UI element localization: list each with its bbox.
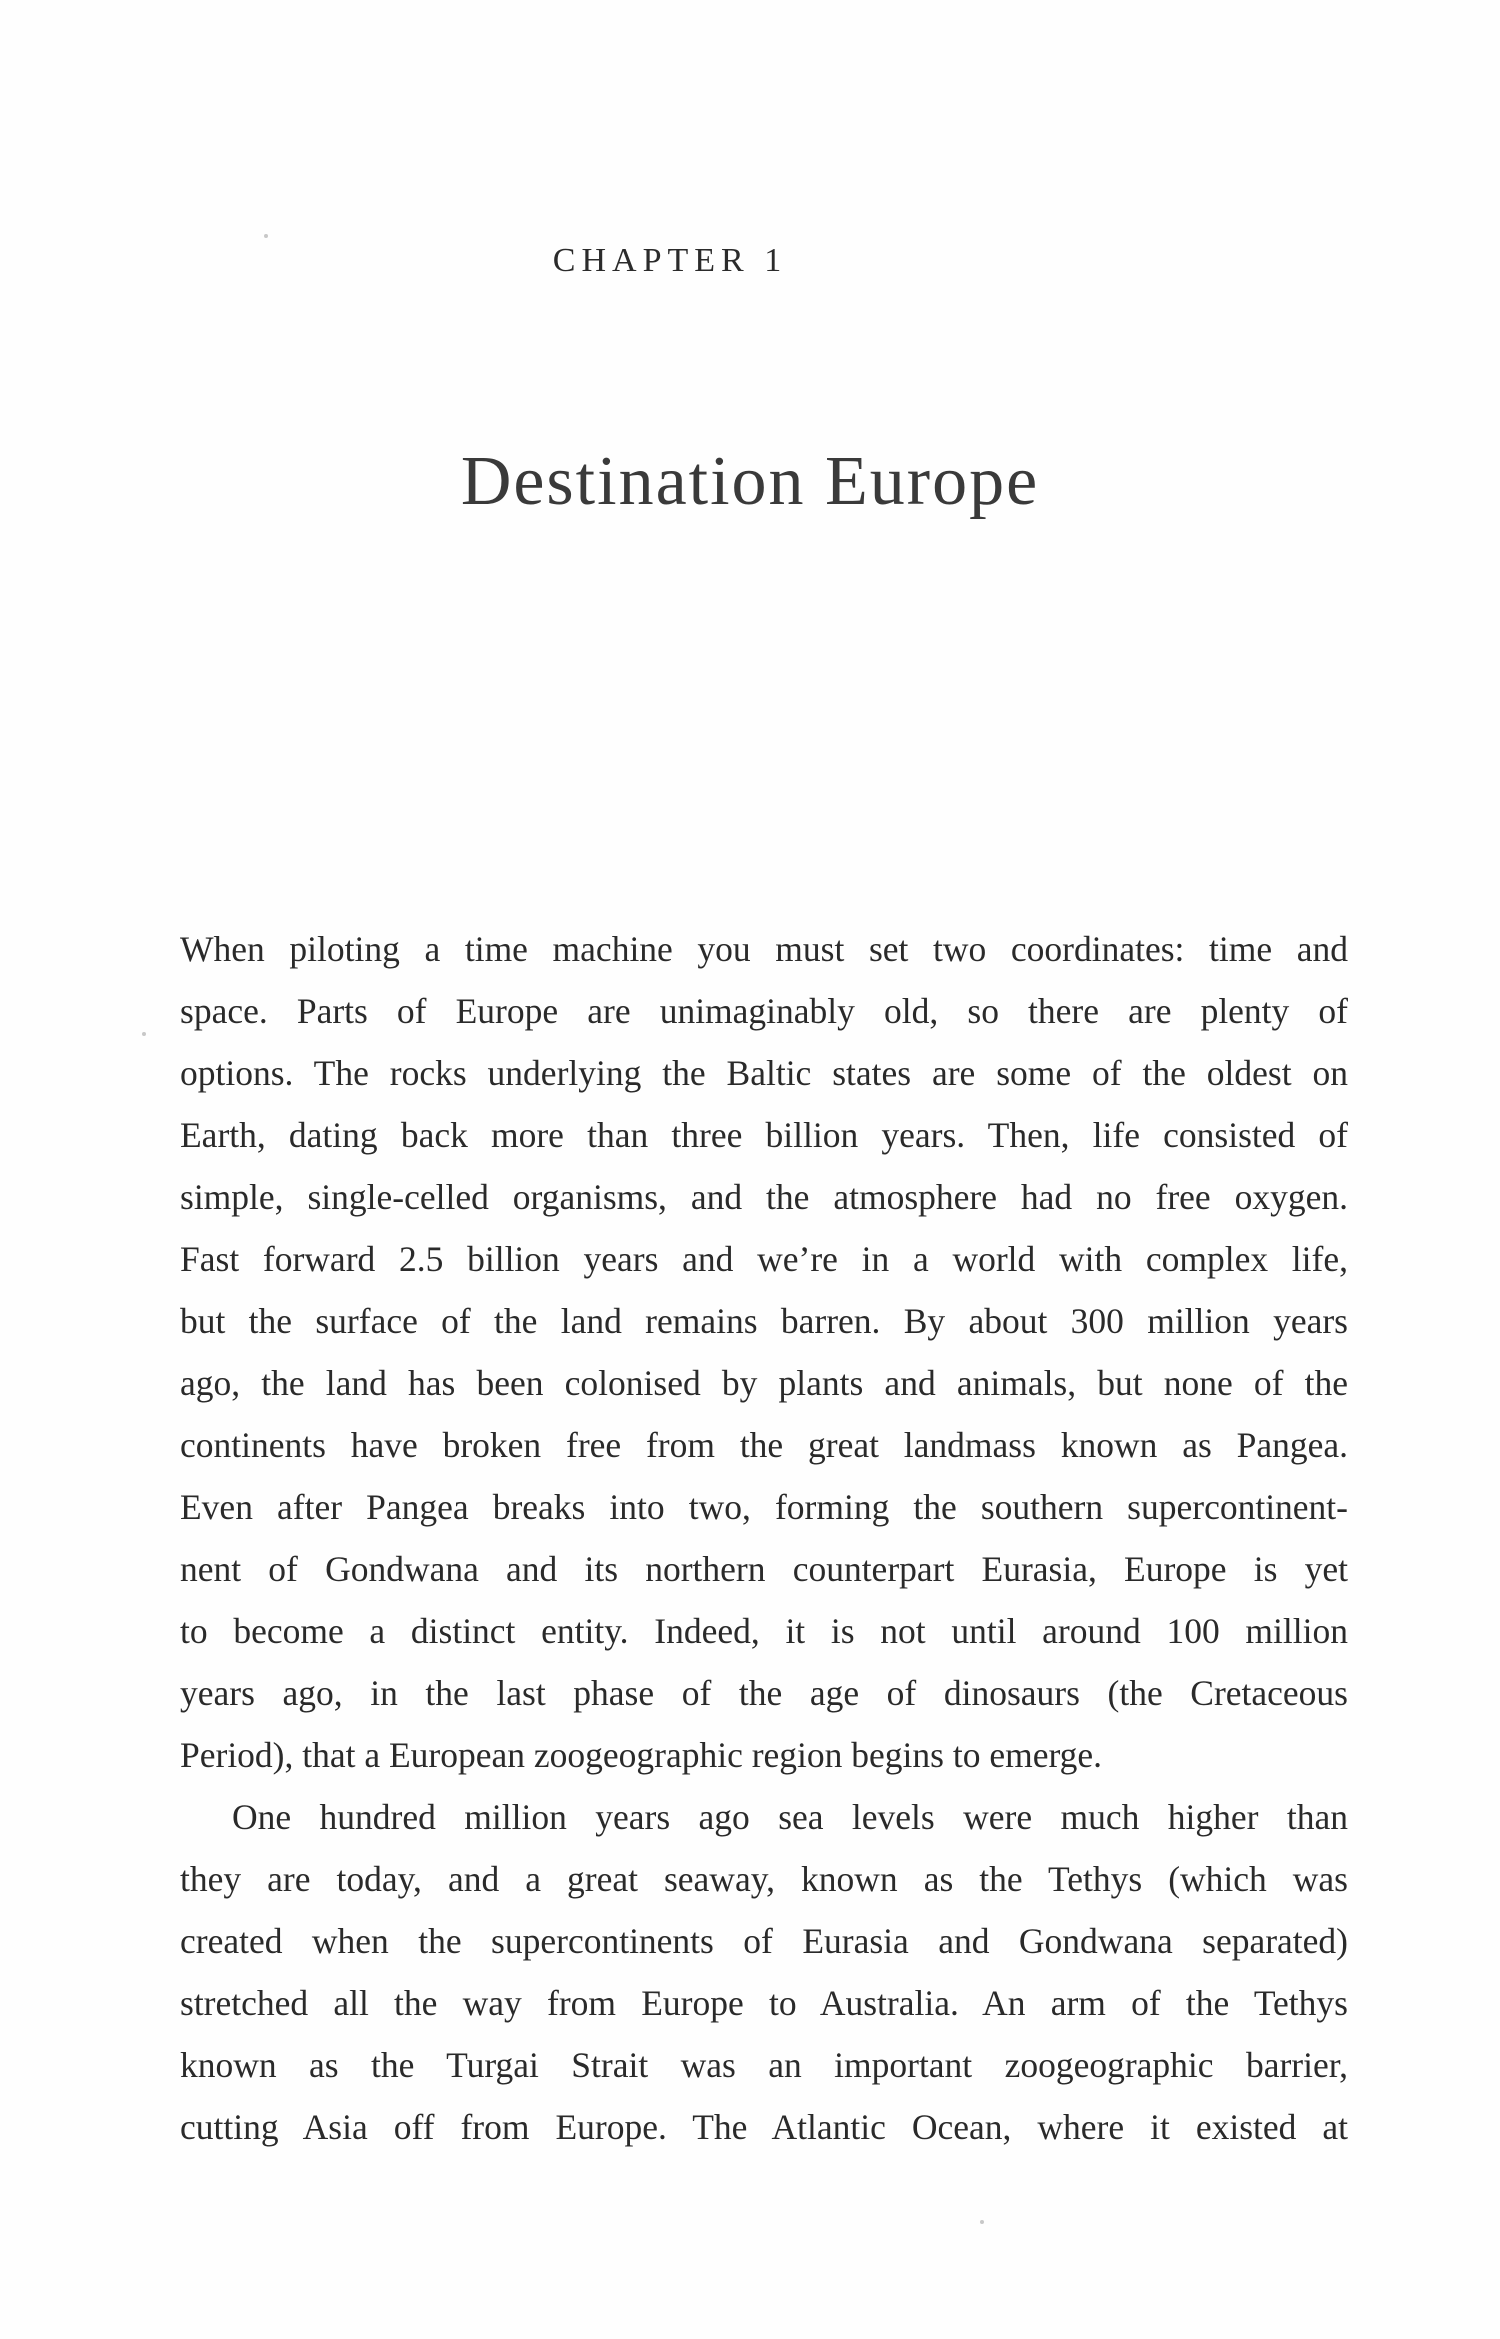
text-line: options. The rocks underlying the Baltic states are some of the oldest on xyxy=(180,1053,1348,1093)
text-line: Period), that a European zoogeographic region begins to emerge. xyxy=(180,1735,1103,1775)
text-line: continents have broken free from the great landmass known as Pangea. xyxy=(180,1425,1348,1465)
text-line: to become a distinct entity. Indeed, it is not until around 100 million xyxy=(180,1611,1348,1651)
body-text xyxy=(180,918,1348,2158)
text-line: Even after Pangea breaks into two, forming the southern supercontinent- xyxy=(180,1487,1348,1527)
text-line: cutting Asia off from Europe. The Atlantic Ocean, where it existed at xyxy=(180,2107,1348,2147)
text-line: When piloting a time machine you must set two coordinates: time and xyxy=(180,929,1348,969)
text-line: but the surface of the land remains barren. By about 300 million years xyxy=(180,1301,1348,1341)
text-line: they are today, and a great seaway, known as the Tethys (which was xyxy=(180,1859,1348,1899)
chapter-label: CHAPTER 1 xyxy=(552,242,788,279)
text-line: simple, single-celled organisms, and the atmosphere had no free oxygen. xyxy=(180,1177,1348,1217)
text-line: ago, the land has been colonised by plants and animals, but none of the xyxy=(180,1363,1348,1403)
text-line: space. Parts of Europe are unimaginably old, so there are plenty of xyxy=(180,991,1348,1031)
scan-speck xyxy=(980,2220,984,2224)
paragraph-1 xyxy=(180,918,1348,1786)
scan-speck xyxy=(264,234,268,238)
text-line: Fast forward 2.5 billion years and we’re in a world with complex life, xyxy=(180,1239,1348,1279)
paragraph-2 xyxy=(180,1786,1348,2158)
text-line: nent of Gondwana and its northern counterpart Eurasia, Europe is yet xyxy=(180,1549,1348,1589)
text-line: known as the Turgai Strait was an important zoogeographic barrier, xyxy=(180,2045,1348,2085)
text-line: years ago, in the last phase of the age of dinosaurs (the Cretaceous xyxy=(180,1673,1348,1713)
chapter-title: Destination Europe xyxy=(460,442,1040,520)
scan-speck xyxy=(142,1032,146,1036)
text-line: created when the supercontinents of Eurasia and Gondwana separated) xyxy=(180,1921,1348,1961)
text-line: stretched all the way from Europe to Australia. An arm of the Tethys xyxy=(180,1983,1348,2023)
text-line: Earth, dating back more than three billion years. Then, life consisted of xyxy=(180,1115,1348,1155)
text-line: One hundred million years ago sea levels were much higher than xyxy=(232,1797,1348,1837)
